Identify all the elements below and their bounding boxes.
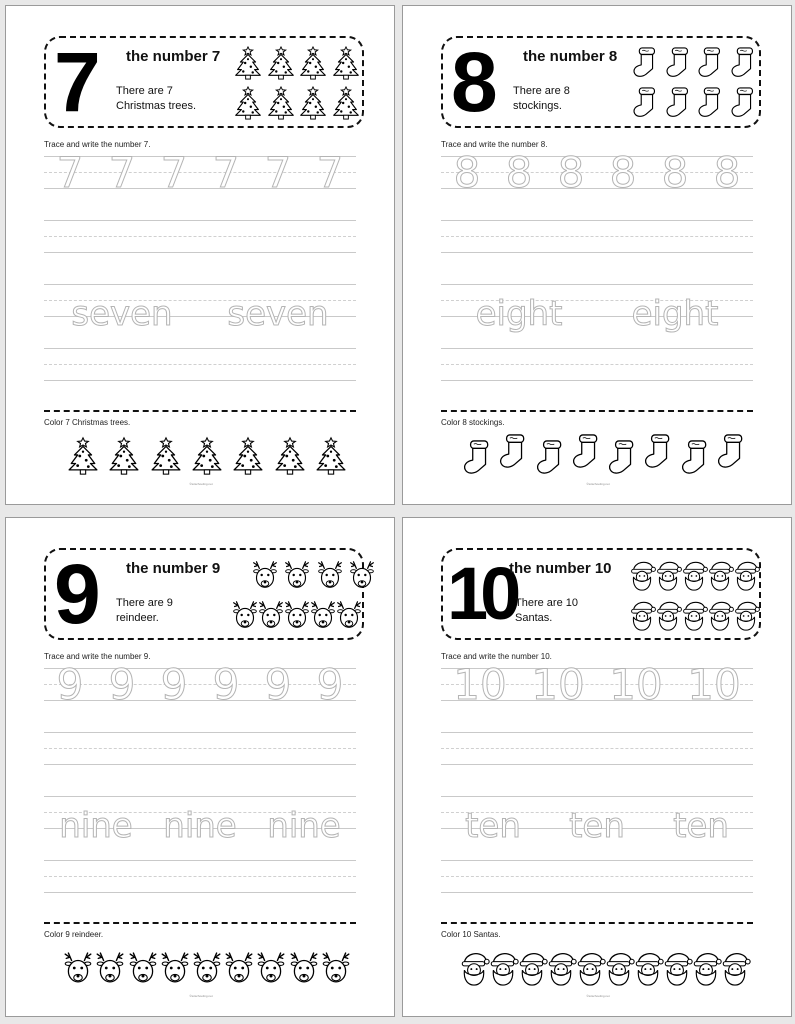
santa-icon[interactable]: [603, 948, 635, 988]
guide-line: [44, 236, 356, 237]
guide-line: [441, 364, 753, 365]
santa-icon: [731, 558, 761, 592]
trace-word-row[interactable]: [441, 806, 753, 846]
guide-line: [441, 892, 753, 893]
reindeer-icon[interactable]: [255, 948, 287, 988]
header-title: the number 7: [126, 48, 221, 65]
header-box: [441, 36, 761, 128]
guide-line: [441, 860, 753, 861]
stocking-icon: [663, 86, 693, 120]
stocking-icon: [630, 46, 660, 80]
trace-prompt: Trace and write the number 10.: [441, 652, 552, 661]
reindeer-icon[interactable]: [320, 948, 352, 988]
coloring-row: [62, 944, 352, 990]
trace-digit: 7: [212, 147, 240, 197]
trace-digit: 8: [557, 147, 585, 197]
stocking-icon: [728, 46, 758, 80]
trace-prompt: Trace and write the number 8.: [441, 140, 548, 149]
trace-word: nine: [59, 806, 133, 846]
stocking-icon[interactable]: [679, 438, 711, 478]
color-prompt: Color 8 stockings.: [441, 418, 505, 427]
trace-word: ten: [569, 806, 625, 846]
header-title: the number 9: [126, 560, 221, 577]
reindeer-icon: [315, 558, 345, 592]
guide-line: [44, 876, 356, 877]
stocking-icon[interactable]: [570, 432, 602, 472]
header-box: [44, 36, 364, 128]
christmas-tree-icon: [298, 46, 328, 80]
trace-digit: 9: [212, 659, 240, 709]
stocking-icon[interactable]: [497, 432, 529, 472]
stocking-icon[interactable]: [715, 432, 747, 472]
santa-icon[interactable]: [516, 948, 548, 988]
worksheet-number-10: [402, 517, 792, 1017]
worksheet-number-7: [5, 5, 395, 505]
trace-digit: 8: [505, 147, 533, 197]
reindeer-icon: [282, 558, 312, 592]
guide-line: [44, 348, 356, 349]
reindeer-icon[interactable]: [94, 948, 126, 988]
trace-digit: 7: [316, 147, 344, 197]
dashed-divider: [441, 410, 753, 412]
worksheet-number-8: [402, 5, 792, 505]
stocking-icon: [630, 86, 660, 120]
trace-digit: 7: [264, 147, 292, 197]
christmas-tree-icon: [266, 86, 296, 120]
trace-digit-row[interactable]: [44, 147, 356, 197]
christmas-tree-icon[interactable]: [315, 436, 347, 476]
reindeer-icon[interactable]: [223, 948, 255, 988]
santa-icon[interactable]: [458, 948, 490, 988]
reindeer-icon: [334, 598, 364, 632]
header-icons: [232, 558, 362, 638]
stocking-icon: [663, 46, 693, 80]
dashed-divider: [44, 410, 356, 412]
santa-icon: [731, 598, 761, 632]
christmas-tree-icon: [266, 46, 296, 80]
stocking-icon: [728, 86, 758, 120]
trace-word: eight: [631, 294, 719, 334]
trace-prompt: Trace and write the number 9.: [44, 652, 151, 661]
coloring-row: [62, 432, 352, 478]
trace-word: ten: [673, 806, 729, 846]
stocking-icon: [695, 86, 725, 120]
santa-icon[interactable]: [545, 948, 577, 988]
trace-digit: 10: [453, 659, 507, 709]
header-description: There are 9 reindeer.: [116, 597, 173, 624]
trace-prompt: Trace and write the number 7.: [44, 140, 151, 149]
reindeer-icon[interactable]: [62, 948, 94, 988]
guide-line: [441, 348, 753, 349]
trace-digit: 10: [609, 659, 663, 709]
header-box: [44, 548, 364, 640]
christmas-tree-icon: [233, 46, 263, 80]
guide-line: [44, 892, 356, 893]
stocking-icon: [695, 46, 725, 80]
header-description: There are 7 Christmas trees.: [116, 85, 197, 112]
christmas-tree-icon[interactable]: [191, 436, 223, 476]
trace-digit: 7: [108, 147, 136, 197]
stocking-icon[interactable]: [606, 438, 638, 478]
guide-line: [44, 380, 356, 381]
footer-credit: ©totschooling.net: [189, 482, 213, 486]
big-number: 8: [451, 35, 492, 129]
stocking-icon[interactable]: [534, 438, 566, 478]
header-description: There are 10 Santas.: [515, 597, 578, 624]
coloring-row: [459, 944, 749, 990]
guide-line: [441, 732, 753, 733]
reindeer-icon[interactable]: [191, 948, 223, 988]
header-icons: [629, 558, 759, 638]
trace-digit: 9: [264, 659, 292, 709]
christmas-tree-icon[interactable]: [150, 436, 182, 476]
trace-digit: 8: [609, 147, 637, 197]
guide-line: [441, 876, 753, 877]
santa-icon[interactable]: [719, 948, 751, 988]
header-icons: [629, 46, 759, 126]
santa-icon[interactable]: [661, 948, 693, 988]
trace-digit: 8: [661, 147, 689, 197]
guide-line: [441, 796, 753, 797]
trace-word-row[interactable]: [44, 806, 356, 846]
header-title: the number 10: [509, 560, 612, 577]
dashed-divider: [441, 922, 753, 924]
footer-credit: ©totschooling.net: [189, 994, 213, 998]
guide-line: [441, 252, 753, 253]
guide-line: [44, 860, 356, 861]
footer-credit: ©totschooling.net: [586, 482, 610, 486]
color-prompt: Color 9 reindeer.: [44, 930, 104, 939]
christmas-tree-icon: [233, 86, 263, 120]
guide-line: [44, 364, 356, 365]
trace-word: eight: [475, 294, 563, 334]
christmas-tree-icon[interactable]: [232, 436, 264, 476]
santa-icon[interactable]: [487, 948, 519, 988]
trace-digit: 7: [160, 147, 188, 197]
trace-digit-row[interactable]: [441, 659, 753, 709]
big-number: 9: [54, 547, 95, 641]
header-title: the number 8: [523, 48, 618, 65]
trace-word: nine: [267, 806, 341, 846]
reindeer-icon: [250, 558, 280, 592]
reindeer-icon[interactable]: [127, 948, 159, 988]
reindeer-icon[interactable]: [159, 948, 191, 988]
guide-line: [44, 220, 356, 221]
trace-digit: 7: [56, 147, 84, 197]
trace-digit: 8: [453, 147, 481, 197]
trace-digit: 10: [687, 659, 741, 709]
stocking-icon[interactable]: [461, 438, 493, 478]
worksheet-number-9: [5, 517, 395, 1017]
guide-line: [44, 252, 356, 253]
christmas-tree-icon[interactable]: [274, 436, 306, 476]
header-box: [441, 548, 761, 640]
reindeer-icon[interactable]: [288, 948, 320, 988]
footer-credit: ©totschooling.net: [586, 994, 610, 998]
santa-icon[interactable]: [632, 948, 664, 988]
santa-icon[interactable]: [574, 948, 606, 988]
santa-icon[interactable]: [690, 948, 722, 988]
guide-line: [441, 220, 753, 221]
trace-word: ten: [465, 806, 521, 846]
trace-word-row[interactable]: [441, 294, 753, 334]
guide-line: [44, 732, 356, 733]
trace-digit-row[interactable]: [441, 147, 753, 197]
trace-digit-row[interactable]: [44, 659, 356, 709]
header-description: There are 8 stockings.: [513, 85, 570, 112]
trace-word: seven: [71, 294, 173, 334]
big-number: 7: [54, 35, 95, 129]
guide-line: [441, 380, 753, 381]
guide-line: [441, 748, 753, 749]
christmas-tree-icon: [331, 46, 361, 80]
guide-line: [441, 764, 753, 765]
christmas-tree-icon: [331, 86, 361, 120]
guide-line: [44, 796, 356, 797]
trace-digit: 9: [316, 659, 344, 709]
guide-line: [44, 764, 356, 765]
color-prompt: Color 10 Santas.: [441, 930, 501, 939]
guide-line: [44, 748, 356, 749]
trace-digit: 10: [531, 659, 585, 709]
guide-line: [44, 284, 356, 285]
trace-digit: 9: [56, 659, 84, 709]
reindeer-icon: [347, 558, 377, 592]
big-number: 10: [447, 552, 514, 635]
guide-line: [441, 236, 753, 237]
christmas-tree-icon[interactable]: [108, 436, 140, 476]
stocking-icon[interactable]: [642, 432, 674, 472]
coloring-row: [459, 432, 749, 478]
trace-digit: 9: [160, 659, 188, 709]
christmas-tree-icon[interactable]: [67, 436, 99, 476]
trace-word: nine: [163, 806, 237, 846]
dashed-divider: [44, 922, 356, 924]
trace-word-row[interactable]: [44, 294, 356, 334]
trace-digit: 9: [108, 659, 136, 709]
header-icons: [232, 46, 362, 126]
color-prompt: Color 7 Christmas trees.: [44, 418, 131, 427]
trace-digit: 8: [713, 147, 741, 197]
guide-line: [441, 284, 753, 285]
trace-word: seven: [227, 294, 329, 334]
christmas-tree-icon: [298, 86, 328, 120]
